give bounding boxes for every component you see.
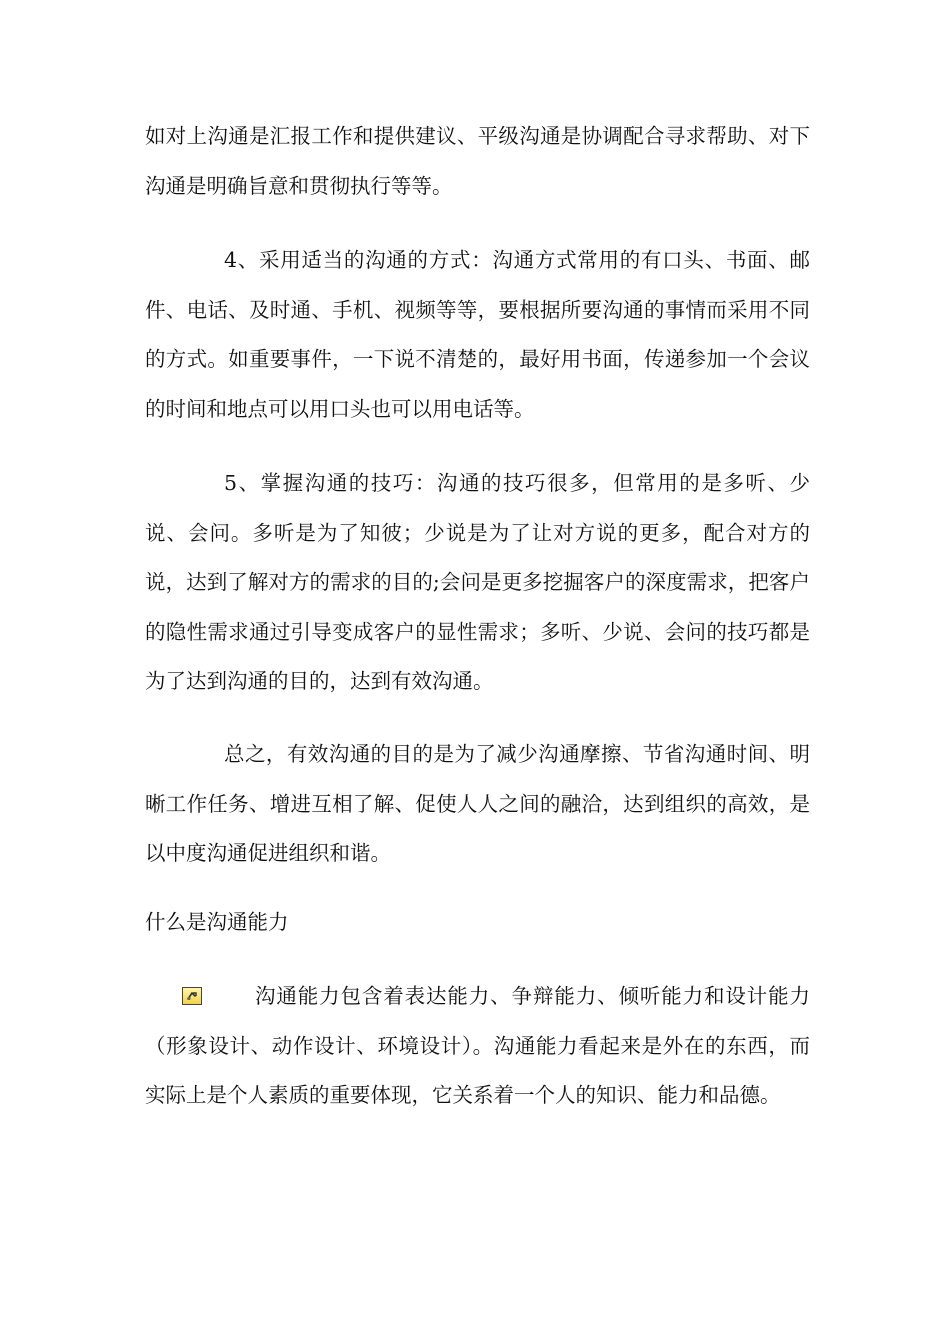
paragraph-summary: 总之，有效沟通的目的是为了减少沟通摩擦、节省沟通时间、明晰工作任务、增进互相了解、促使人人之间的融洽，达到组织的高效，是以中度沟通促进组织和谐。 [145,742,810,865]
paragraph-communication-methods: 4、采用适当的沟通的方式：沟通方式常用的有口头、书面、邮件、电话、及时通、手机、视频等等，要根据所要沟通的事情而采用不同的方式。如重要事件，一下说不清楚的，最好用书面，传递参加一个会议的时间和地点可以用口头也可以用电话等。 [145,248,810,421]
paragraph-communication-skills: 5、掌握沟通的技巧：沟通的技巧很多，但常用的是多听、少说、会问。多听是为了知彼；少说是为了让对方说的更多，配合对方的说，达到了解对方的需求的目的;会问是更多挖掘客户的深度需求，把客户的隐性需求通过引导变成客户的显性需求；多听、少说、会问的技巧都是为了达到沟通的目的，达到有效沟通。 [145,471,810,693]
paragraph-communication-directions: 如对上沟通是汇报工作和提供建议、平级沟通是协调配合寻求帮助、对下沟通是明确旨意和贯彻执行等等。 [145,124,810,198]
paragraph-communication-ability: 沟通能力包含着表达能力、争辩能力、倾听能力和设计能力（形象设计、动作设计、环境设计）。沟通能力看起来是外在的东西，而实际上是个人素质的重要体现，它关系着一个人的知识、能力和品德。 [145,984,810,1107]
section-heading: 什么是沟通能力 [145,910,289,934]
